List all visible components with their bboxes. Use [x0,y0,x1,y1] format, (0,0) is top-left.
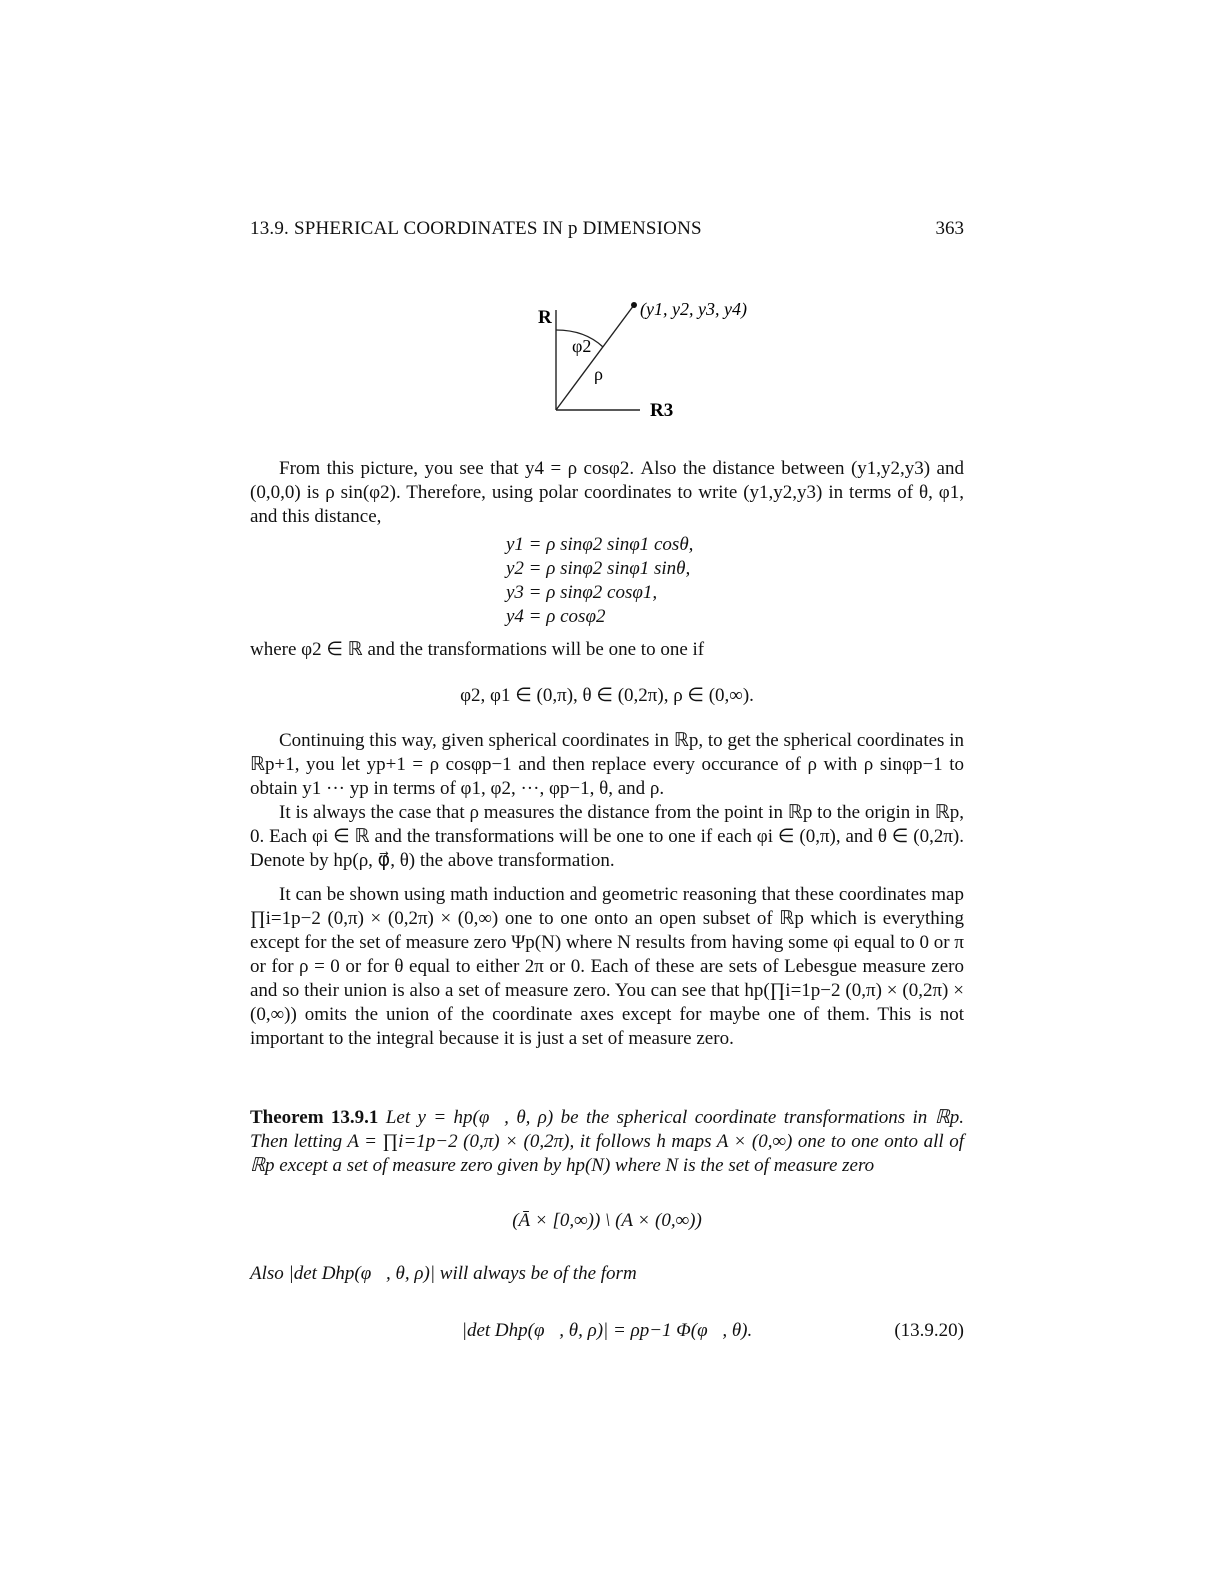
radius-label: ρ [594,364,603,384]
where-line [250,638,964,662]
paragraph-text: It can be shown using math induction and geometric reasoning that these coordinates map ∏i=1p−2 (0,π) × (0,2π) × (0,∞) one to one onto an open subset of ℝp which is everything except for the set of measure zero Ψp(N) where N results from having some φi equal to 0 or π or for ρ = 0 or for θ equal to either 2π or 0. Each of these are sets of Lebesgue measure zero and so their union is also a set of measure zero. You can see that hp(∏i=1p−2 (0,π) × (0,2π) × (0,∞)) omits the union of the coordinate axes except for maybe one of them. This is not important to the integral because it is just a set of measure zero. [250,884,964,1049]
also-line: Also |det Dhp(φ⃗, θ, ρ)| will always be of the form [250,1263,637,1284]
equation-system [506,533,693,629]
point-label: (y1, y2, y3, y4) [640,299,747,319]
equation-line: y4 = ρ cosφ2 [506,606,606,627]
paragraph-text: Continuing this way, given spherical coordinates in ℝp, to get the spherical coordinates in ℝp+1, you let yp+1 = ρ cosφp−1 and then replace every occurance of ρ with ρ sinφp−1 to obtain y1 ··· yp in terms of φ1, φ2, ···, φp−1, θ, and ρ. [250,730,964,799]
equation-line: y1 = ρ sinφ2 sinφ1 cosθ, [506,534,694,555]
final-equation-row [250,1320,964,1342]
spherical-diagram [530,290,770,430]
paragraph-text: It is always the case that ρ measures the distance from the point in ℝp to the origin in ℝp, 0. Each φi ∈ ℝ and the transformations will be one to one if each φi ∈ (0,π), and θ ∈ (0,2π). Denote by hp(ρ, φ⃗, θ) the above transformation. [250,802,964,871]
equation-line: y3 = ρ sinφ2 cosφ1, [506,582,658,603]
equation-line: y2 = ρ sinφ2 sinφ1 sinθ, [506,558,691,579]
axis-label-vertical: R [538,307,552,328]
theorem-label: Theorem 13.9.1 [250,1107,379,1128]
axis-label-horizontal: R3 [650,400,674,421]
paragraph-2 [250,729,964,801]
domain-equation: φ2, φ1 ∈ (0,π), θ ∈ (0,2π), ρ ∈ (0,∞). [460,685,754,706]
page-number: 363 [935,218,964,239]
theorem-text: Let y = hp(φ⃗, θ, ρ) be the spherical coordinate transformations in ℝp. Then letting A = ∏i=1p−2 (0,π) × (0,2π), it follows h maps A × (0,∞) one to one onto all of ℝp except a set of measure zero given by hp(N) where N is the set of measure zero [250,1107,964,1176]
running-header [250,218,964,246]
theorem-block [250,1106,964,1178]
paragraph-text: From this picture, you see that y4 = ρ cosφ2. Also the distance between (y1,y2,y3) and (0,0,0) is ρ sin(φ2). Therefore, using polar coordinates to write (y1,y2,y3) in terms of θ, φ1, and this distance, [250,458,964,527]
section-title: 13.9. SPHERICAL COORDINATES IN p DIMENSIONS [250,218,702,239]
equation-number: (13.9.20) [894,1320,964,1341]
radius-line [556,305,634,410]
paragraph-3 [250,801,964,873]
paragraph-4 [250,883,964,1051]
set-equation: (Ā × [0,∞)) \ (A × (0,∞)) [512,1210,702,1231]
paragraph-1 [250,457,964,529]
point-marker [631,302,637,308]
where-text: where φ2 ∈ ℝ and the transformations will be one to one if [250,639,705,660]
final-equation: |det Dhp(φ⃗, θ, ρ)| = ρp−1 Φ(φ⃗, θ). [461,1320,753,1341]
angle-label: φ2 [572,336,592,356]
